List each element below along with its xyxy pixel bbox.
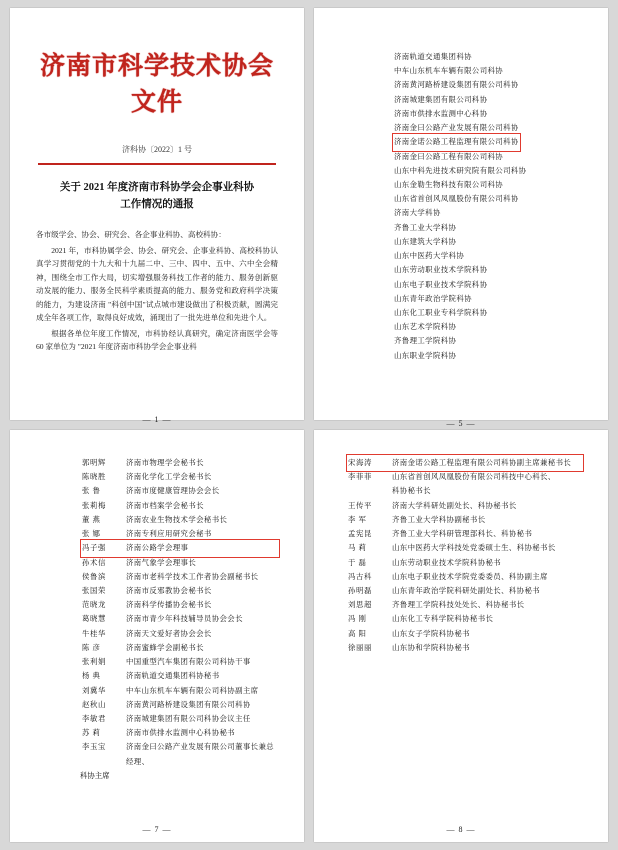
person-title: 济南市老科学技术工作者协会副秘书长 [126, 571, 259, 581]
person-title: 济南城建集团有限公司科协会议主任 [126, 713, 251, 723]
list-item [82, 684, 278, 698]
person-name: 徐丽丽 [348, 642, 372, 652]
person-title-highlighted: 济南金诺公路工程监理有限公司科协副主席兼秘书长 [392, 458, 572, 467]
person-title: 济南化学化工学会秘书长 [126, 472, 212, 482]
person-name: 郭明辉 [82, 458, 106, 467]
list-item [82, 598, 278, 612]
person-name: 孙明磊 [348, 585, 372, 595]
list-item [394, 249, 582, 263]
person-name: 刘思超 [348, 600, 372, 610]
person-list [348, 456, 582, 655]
person-title: 济南金曰公路产业发展有限公司董事长兼总经理、 [126, 742, 275, 766]
person-name: 刘冀华 [82, 685, 106, 695]
list-item [394, 178, 582, 192]
document-subject-line-1: 关于 2021 年度济南市科协学会企事业科协 [59, 181, 255, 193]
document-page-1 [10, 8, 304, 424]
person-title-highlighted: 济南公路学会理事 [126, 543, 189, 553]
list-item [82, 726, 278, 740]
organization-name: 中车山东机车车辆有限公司科协 [394, 66, 504, 76]
organization-list [394, 50, 582, 363]
person-name: 苏 莉 [82, 728, 101, 738]
person-title: 中国重型汽车集团有限公司科协干事 [126, 657, 251, 667]
person-name: 高 阳 [348, 628, 367, 638]
person-name: 侯鲁滨 [82, 571, 106, 581]
person-name: 张莉梅 [82, 500, 106, 510]
person-name: 李菲菲 [348, 472, 372, 482]
organization-name: 济南金曰公路产业发展有限公司科协 [394, 123, 519, 133]
list-item [82, 584, 278, 598]
person-title: 齐鲁工业大学科协副秘书长 [392, 514, 486, 524]
list-item [82, 570, 278, 584]
list-item [82, 712, 278, 726]
person-title: 济南蜜蜂学会副秘书长 [126, 642, 204, 652]
list-item [394, 64, 582, 78]
person-name: 葛晓慧 [82, 614, 106, 624]
person-title: 济南黄河路桥建设集团有限公司科协 [126, 699, 251, 709]
organization-name: 齐鲁理工学院科协 [394, 336, 457, 346]
list-item [82, 740, 278, 768]
organization-name: 山东电子职业技术学院科协 [394, 279, 488, 289]
person-name: 张利娟 [82, 657, 106, 667]
list-item [82, 627, 278, 641]
person-title: 山东协和学院科协秘书 [392, 642, 470, 652]
person-name: 陈 彦 [82, 642, 101, 652]
list-item [348, 527, 582, 541]
person-title: 山东中医药大学科技处党委硕士生、科协秘书长 [392, 543, 556, 553]
document-page-7 [10, 430, 304, 842]
person-name: 李敏君 [82, 713, 106, 723]
person-title: 济南气象学会理事长 [126, 557, 197, 567]
list-item [348, 598, 582, 612]
list-item [394, 50, 582, 64]
organization-name: 齐鲁工业大学科协 [394, 222, 457, 232]
organization-name: 山东省首创风凤凰股份有限公司科协 [394, 194, 519, 204]
person-name: 张 鲁 [82, 486, 101, 496]
list-item-highlighted [82, 541, 278, 555]
list-item [394, 235, 582, 249]
person-title: 济南科学传播协会秘书长 [126, 600, 212, 610]
document-salutation: 各市级学会、协会、研究会、各企事业科协、高校科协： [36, 230, 226, 240]
list-item [348, 570, 582, 584]
list-item [348, 541, 582, 555]
person-title: 济南天文爱好者协会会长 [126, 628, 212, 638]
document-number: 济科协〔2022〕1 号 [122, 145, 192, 154]
list-item [348, 641, 582, 655]
person-name: 牛桂华 [82, 628, 106, 638]
list-item [394, 349, 582, 363]
list-item [394, 121, 582, 135]
person-title: 济南市供排水监测中心科协秘书 [126, 728, 236, 738]
person-title: 济南大学科研处副处长、科协秘书长 [392, 500, 517, 510]
person-name: 于 磊 [348, 557, 367, 567]
organization-name: 济南大学科协 [394, 208, 441, 218]
person-title: 济南市档案学会秘书长 [126, 500, 204, 510]
list-item [348, 513, 582, 527]
person-name: 孙术信 [82, 557, 106, 567]
person-title: 济南市反邪教协会秘书长 [126, 585, 212, 595]
organization-name: 山东金勒生物科技有限公司科协 [394, 179, 504, 189]
person-title: 济南农业生物技术学会秘书长 [126, 514, 228, 524]
person-name: 李 军 [348, 514, 367, 524]
list-item [348, 470, 582, 484]
organization-name: 山东职业学院科协 [394, 350, 457, 360]
person-title: 济南专利应用研究会秘书 [126, 529, 212, 539]
page-number: — 7 — [142, 825, 172, 834]
document-subject-line-2: 工作情况的通报 [120, 199, 194, 211]
document-body [36, 228, 278, 354]
list-item [394, 334, 582, 348]
organization-name: 山东中科先进技术研究院有限公司科协 [394, 165, 527, 175]
list-item [82, 669, 278, 683]
person-name: 孟宪昆 [348, 529, 372, 539]
organization-name: 山东化工职业专科学院科协 [394, 307, 488, 317]
list-item [82, 527, 278, 541]
organization-name: 济南城建集团有限公司科协 [394, 94, 488, 104]
list-item [394, 206, 582, 220]
list-item [82, 641, 278, 655]
person-name: 冯 刚 [348, 614, 367, 624]
document-page-5 [314, 8, 608, 428]
list-item [348, 484, 582, 498]
list-item [348, 499, 582, 513]
list-item [82, 655, 278, 669]
person-title: 济南轨道交通集团科协秘书 [126, 671, 220, 681]
organization-name: 济南轨道交通集团科协 [394, 52, 472, 61]
list-item [348, 627, 582, 641]
person-title: 济南市物理学会秘书长 [126, 458, 204, 467]
list-item [82, 513, 278, 527]
list-item [394, 93, 582, 107]
person-list [82, 456, 278, 769]
red-divider-rule [38, 163, 276, 165]
person-title: 济南市度健康管理协会会长 [126, 486, 220, 496]
list-item [394, 292, 582, 306]
list-item [394, 278, 582, 292]
person-name-highlighted: 冯子强 [82, 543, 106, 553]
list-item [82, 470, 278, 484]
list-item [394, 306, 582, 320]
organization-name: 济南金曰公路工程有限公司科协 [394, 151, 504, 161]
person-title: 山东化工专科学院科协秘书长 [392, 614, 494, 624]
list-item [394, 263, 582, 277]
list-item-highlighted [348, 456, 582, 470]
list-item [82, 698, 278, 712]
list-item [394, 192, 582, 206]
person-title: 中车山东机车车辆有限公司科协副主席 [126, 685, 259, 695]
list-item-highlighted [394, 135, 582, 149]
organization-name: 济南市供排水监测中心科协 [394, 108, 488, 118]
document-subject [50, 179, 264, 215]
list-item [394, 150, 582, 164]
organization-name: 山东劳动职业技术学院科协 [394, 265, 488, 275]
person-name: 赵秋山 [82, 699, 106, 709]
person-title: 齐鲁工业大学科研管理部科长、科协秘书 [392, 529, 533, 539]
person-title: 山东电子职业技术学院党委委员、科协副主席 [392, 571, 548, 581]
list-item [394, 164, 582, 178]
organization-name: 山东青年政治学院科协 [394, 293, 472, 303]
person-name: 马 莉 [348, 543, 367, 553]
person-title: 齐鲁理工学院科技处处长、科协秘书长 [392, 600, 525, 610]
list-item [348, 556, 582, 570]
person-title: 山东女子学院科协秘书 [392, 628, 470, 638]
list-item [394, 320, 582, 334]
list-item [82, 484, 278, 498]
person-title-continuation: 科协主席 [80, 770, 110, 780]
person-name-highlighted: 宋海涛 [348, 458, 372, 467]
organization-name: 山东建筑大学科协 [394, 236, 457, 246]
list-item [394, 221, 582, 235]
list-item [82, 612, 278, 626]
person-name: 李玉宝 [82, 742, 106, 752]
person-name: 董 燕 [82, 514, 101, 524]
document-paragraph-2: 根据各单位年度工作情况，市科协经认真研究，确定济南医学会等 60 家单位为 "2021 年度济南市科协学会企事业科 [36, 328, 278, 352]
list-item [82, 499, 278, 513]
document-page-8 [314, 430, 608, 842]
list-item [348, 584, 582, 598]
list-item [394, 78, 582, 92]
page-number: — 5 — [446, 419, 476, 428]
person-name: 杨 典 [82, 671, 101, 681]
organization-name-highlighted: 济南金诺公路工程监理有限公司科协 [394, 135, 519, 149]
organization-name: 济南黄河路桥建设集团有限公司科协 [394, 80, 519, 90]
person-name: 陈晓胜 [82, 472, 106, 482]
person-name: 冯古科 [348, 571, 372, 581]
person-title: 山东省首创风凤凰股份有限公司科技中心科长、 [392, 472, 556, 482]
page-number: — 8 — [446, 825, 476, 834]
list-item [348, 612, 582, 626]
page-number: — 1 — [142, 415, 172, 424]
person-title: 山东青年政治学院科研处副处长、科协秘书 [392, 585, 541, 595]
list-item [394, 107, 582, 121]
person-title: 山东劳动职业技术学院科协秘书 [392, 557, 502, 567]
person-title: 科协秘书长 [392, 486, 431, 496]
person-name: 范晓龙 [82, 600, 106, 610]
person-name: 张国荣 [82, 585, 106, 595]
person-title: 济南市青少年科技辅导员协会会长 [126, 614, 243, 624]
person-name: 王传平 [348, 500, 372, 510]
document-title: 济南市科学技术协会文件 [39, 53, 274, 116]
list-item [82, 456, 278, 470]
list-item [82, 556, 278, 570]
person-name: 张 娜 [82, 529, 101, 539]
document-paragraph-1: 2021 年，市科协属学会、协会、研究会、企事业科协、高校科协认真学习贯彻党的十九大和十九届二中、三中、四中、五中、六中全会精神，围绕全市工作大局，切实增强服务科技工作者的能力、服务创新驱动发展的能力、服务全民科学素质提高的能力、服务党和政府科学决策的能力，为建设济南 "科创中国"试点城市建设做出了积极贡献，圆满完成全年各项工作，取得良好成效，涌现出了一批先进单位和先进个人。 [36, 245, 278, 323]
organization-name: 山东中医药大学科协 [394, 251, 465, 261]
organization-name: 山东艺术学院科协 [394, 322, 457, 332]
